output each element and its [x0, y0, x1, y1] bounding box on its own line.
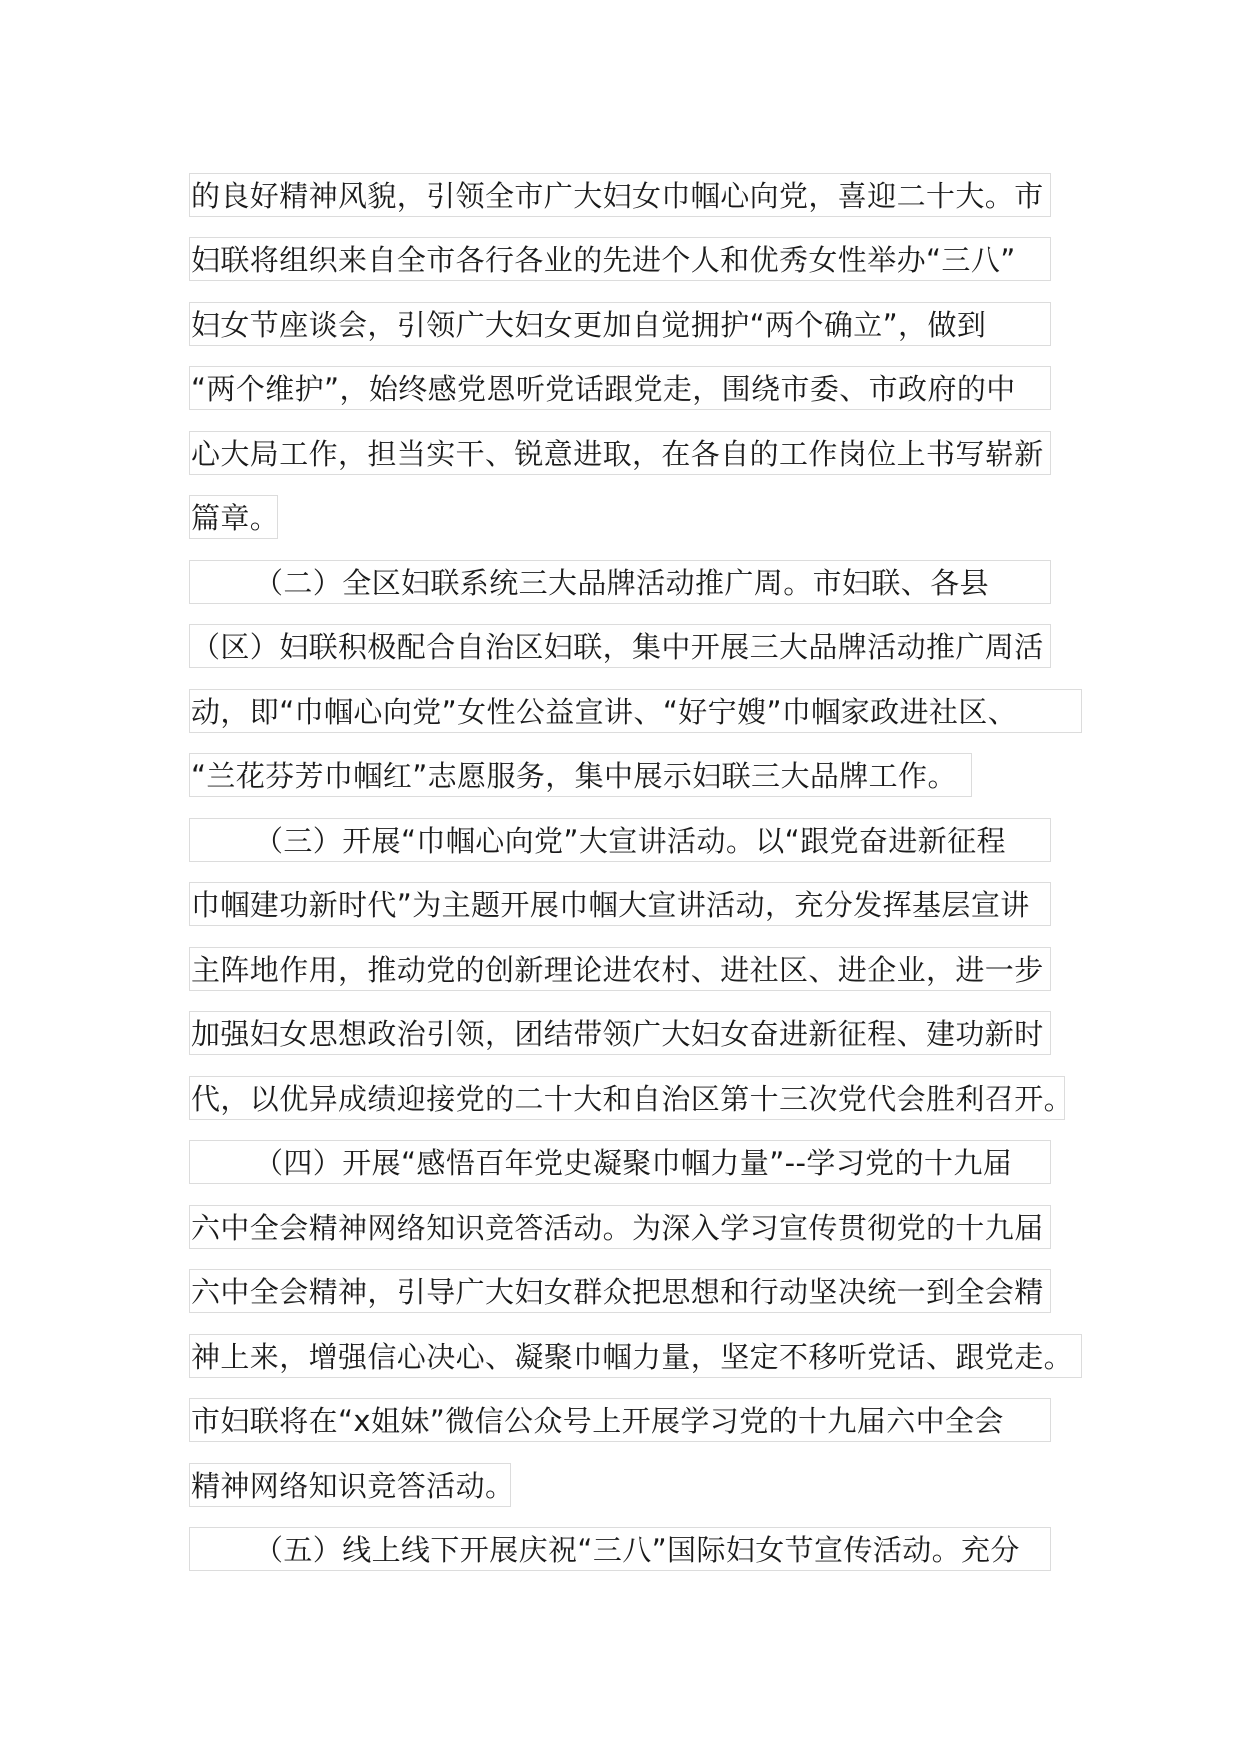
text-line: 心大局工作，担当实干、锐意进取，在各自的工作岗位上书写崭新	[189, 431, 1051, 475]
text-line: 主阵地作用，推动党的创新理论进农村、进社区、进企业，进一步	[189, 947, 1051, 991]
text-line: 巾帼建功新时代”为主题开展巾帼大宣讲活动，充分发挥基层宣讲	[189, 882, 1051, 926]
paragraph-heading-3: （三）开展“巾帼心向党”大宣讲活动。以“跟党奋进新征程	[189, 818, 1051, 862]
paragraph-heading-2: （二）全区妇联系统三大品牌活动推广周。市妇联、各县	[189, 560, 1051, 604]
text-line: 六中全会精神网络知识竞答活动。为深入学习宣传贯彻党的十九届	[189, 1205, 1051, 1249]
text-line: 市妇联将在“x姐妹”微信公众号上开展学习党的十九届六中全会	[189, 1398, 1051, 1442]
text-line: 动，即“巾帼心向党”女性公益宣讲、“好宁嫂”巾帼家政进社区、	[189, 689, 1082, 733]
text-line: 精神网络知识竞答活动。	[189, 1463, 511, 1507]
text-line: 六中全会精神，引导广大妇女群众把思想和行动坚决统一到全会精	[189, 1269, 1051, 1313]
paragraph-heading-5: （五）线上线下开展庆祝“三八”国际妇女节宣传活动。充分	[189, 1527, 1051, 1571]
text-line: 加强妇女思想政治引领，团结带领广大妇女奋进新征程、建功新时	[189, 1011, 1051, 1055]
text-line: 妇女节座谈会，引领广大妇女更加自觉拥护“两个确立”，做到	[189, 302, 1051, 346]
paragraph-heading-4: （四）开展“感悟百年党史凝聚巾帼力量”--学习党的十九届	[189, 1140, 1051, 1184]
text-line: “两个维护”，始终感党恩听党话跟党走，围绕市委、市政府的中	[189, 366, 1051, 410]
text-line: 篇章。	[189, 495, 278, 539]
text-line: “兰花芬芳巾帼红”志愿服务，集中展示妇联三大品牌工作。	[189, 753, 972, 797]
text-line: 神上来，增强信心决心、凝聚巾帼力量，坚定不移听党话、跟党走。	[189, 1334, 1082, 1378]
text-line: 的良好精神风貌，引领全市广大妇女巾帼心向党，喜迎二十大。市	[189, 173, 1051, 217]
text-line: （区）妇联积极配合自治区妇联，集中开展三大品牌活动推广周活	[189, 624, 1051, 668]
text-line: 妇联将组织来自全市各行各业的先进个人和优秀女性举办“三八”	[189, 237, 1051, 281]
text-line: 代，以优异成绩迎接党的二十大和自治区第十三次党代会胜利召开。	[189, 1076, 1065, 1120]
